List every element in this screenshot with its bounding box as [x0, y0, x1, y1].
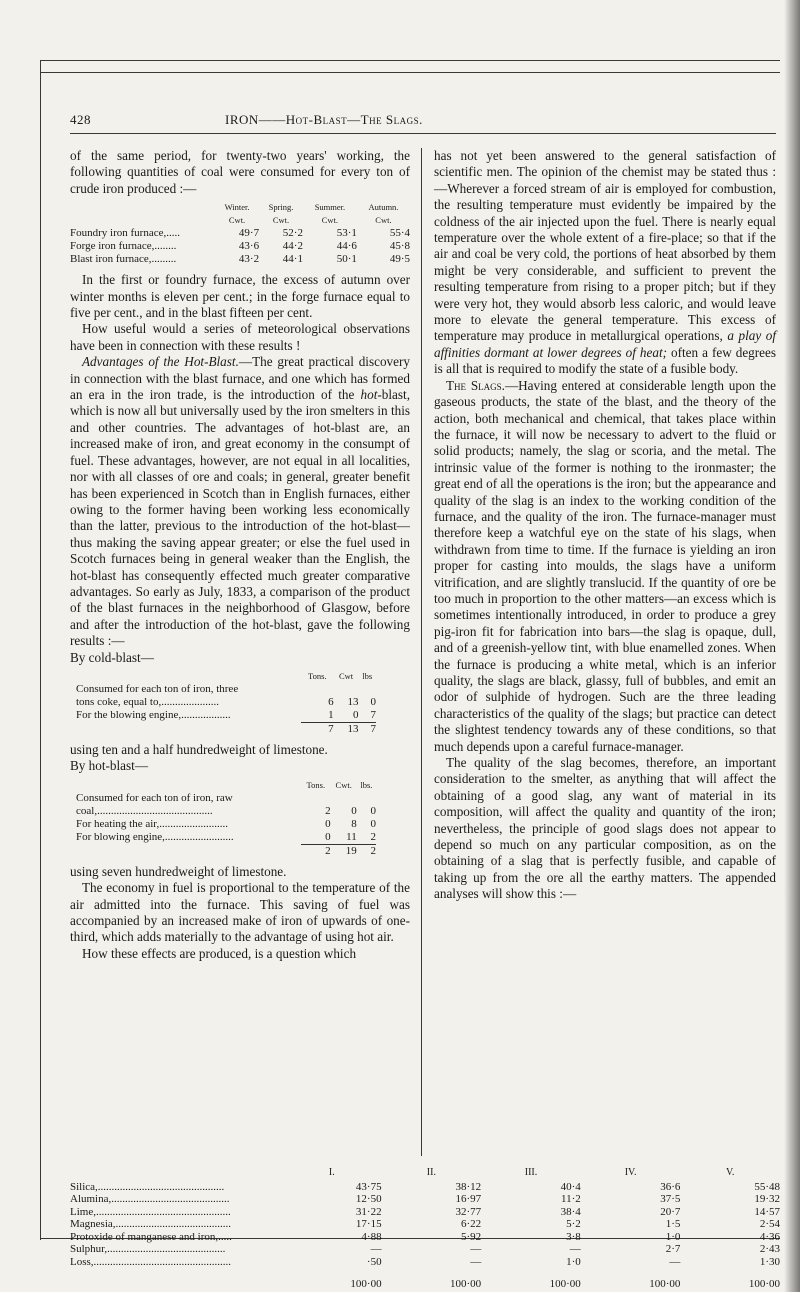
paragraph-text: —The great practical discovery in connection with the blast furnace, and one which has formed an era in the iron trade, is the introduction of the	[70, 354, 410, 403]
cell: 6·22	[461, 1218, 482, 1230]
unit-cell: Cwt.	[272, 215, 290, 226]
row-label: Magnesia,..........................................	[70, 1218, 232, 1230]
header-cell: Tons.	[308, 670, 327, 681]
row-label: Lime,.................................................	[70, 1205, 231, 1218]
season-units-row	[70, 214, 410, 227]
left-border-line	[40, 60, 41, 1240]
economy-paragraph: The economy in fuel is proportional to the temperature of the air admitted into the furnace. This saving of fuel was accompanied by an increased make of iron of upwards of one-third, which adds materially to the advantage of using hot air.	[70, 880, 410, 945]
row-label: For heating the air,.........................	[76, 817, 229, 830]
cell: 43·6	[238, 240, 260, 253]
cell: 52·2	[282, 227, 303, 240]
header-cell: Cwt.	[335, 779, 352, 790]
cell: 43·75	[355, 1180, 382, 1193]
analysis-totals	[70, 1268, 780, 1291]
cell: 2·43	[759, 1243, 780, 1255]
meteorology-paragraph: How useful would a series of meteorological observations have been in connection with these results !	[70, 321, 410, 353]
cell: 0	[370, 804, 376, 817]
table-header	[76, 779, 376, 792]
cell: 38·4	[560, 1205, 581, 1218]
table-row	[76, 696, 376, 709]
cell: 14·57	[754, 1205, 780, 1218]
table-header	[76, 670, 376, 683]
cell: 1	[328, 708, 334, 721]
cell: 13	[347, 695, 359, 708]
question-paragraph: How these effects are produced, is a question which	[82, 945, 357, 961]
total-cell: 100·00	[649, 1278, 681, 1290]
total-cell: 2	[357, 844, 376, 858]
cell: 12·50	[355, 1193, 382, 1205]
header-cell: lbs.	[360, 779, 373, 790]
header-cell: lbs	[362, 670, 373, 681]
table-row	[76, 805, 376, 818]
cell: 0	[351, 804, 357, 817]
unit-cell: Cwt.	[321, 215, 339, 226]
cell: —	[669, 1255, 681, 1268]
cell: 0	[370, 817, 376, 830]
cell: 43·2	[238, 253, 260, 266]
cell: 4·36	[759, 1230, 780, 1243]
row-label: Sulphur,...........................................	[70, 1243, 226, 1255]
total-cell: 100·00	[350, 1278, 382, 1290]
intro-paragraph: of the same period, for twenty-two years' working, the following quantities of coal were consumed for every ton of crude iron produced :—	[70, 148, 410, 196]
total-cell: 13	[334, 722, 359, 736]
top-border-line-2	[40, 72, 780, 73]
total-cell: 100·00	[748, 1278, 780, 1290]
total-cell: 100·00	[549, 1278, 581, 1290]
right-column	[434, 148, 776, 903]
cell: 0	[325, 817, 331, 830]
slag-quality-paragraph: The quality of the slag becomes, therefore, an important consideration to the smelter, as anything that will affect the obtaining of a good slag, any want of material in its composition, will affect the quality and quantity of the iron; nevertheless, the principle of good slags does not appear to depend so much on any particular composition, as on the obtaining of a slag that is perfectly fusible, and capable of taking up from the ore all the earthy matters. The appended analyses will show this :—	[434, 755, 776, 902]
row-label: Loss,..................................................	[70, 1255, 232, 1268]
cell: 2	[325, 804, 331, 817]
cell: —	[370, 1243, 382, 1255]
cell: —	[470, 1255, 482, 1268]
total-row	[76, 844, 376, 858]
cell: 38·12	[455, 1180, 482, 1193]
hot-blast-paragraph	[70, 354, 410, 649]
slags-paragraph	[434, 378, 776, 755]
cell: 32·77	[455, 1205, 482, 1218]
cell: 49·7	[238, 227, 260, 240]
cell: 50·1	[336, 253, 357, 266]
row-label: Silica,..............................................	[70, 1180, 225, 1193]
paragraph-text: has not yet been answered to the general satisfaction of scientific men. The opinion of the chemist may be stated thus :—Wherever a forced stream of air is employed for combustion, the resulting temperature must evidently be impaired by the coldness of the air injected upon the fuel. There is nearly equal temperature over the whole extent of a fire-place; so that if the air and coal be very cold, the portions of heat absorbed by them might be very considerable, and sufficient to prevent the resulting temperature from rising to a proper pitch; but if they were very hot, they would absorb less caloric, and would leave more to elevate the general temperature. This excess of temperature may produce in metallurgical operations,	[434, 148, 776, 344]
cell: 1·0	[566, 1255, 581, 1268]
season-table	[70, 201, 410, 266]
table-row	[70, 1181, 780, 1194]
section-title-slags: The Slags.	[446, 377, 505, 393]
table-row	[76, 831, 376, 845]
table-row	[70, 227, 410, 240]
season-header-winter: Winter.	[224, 202, 250, 213]
cell: 20·7	[660, 1205, 681, 1218]
table-row	[76, 818, 376, 831]
table-row	[70, 1256, 780, 1269]
left-column	[70, 148, 410, 962]
cell: 6	[328, 695, 334, 708]
paragraph-text: -blast, which is now all but universally used by the iron smelters in this and other countries. The advantages of hot-blast are, an increased make of iron, and great economy in the consumpt of fuel. These advantages, however, are not equal in all localities, nor with all classes of ore and coals; in general, greater benefit has been experienced in Scotch than in English furnaces, either owing to the former having been working less economically than the latter, previous to the introduction of the hot-blast—thus making the saving appear greater; or else the fuel used in Scotch furnaces being in general weaker than the English, the hot-blast has consequently effected much greater comparative advantages. So early as July, 1833, a comparison of the product of the blast furnaces in the neighborhood of Glasgow, before and after the introduction of the hot-blast, gave the following results :—	[70, 387, 410, 649]
season-header-spring: Spring.	[268, 202, 294, 213]
cell: ·50	[366, 1255, 382, 1268]
paragraph-emphasis: a play of affinities dormant at lower degrees of heat;	[434, 328, 777, 360]
cell: 1·5	[665, 1218, 681, 1230]
row-label: Forge iron furnace,........	[70, 240, 177, 253]
cell: 1·30	[759, 1255, 780, 1268]
cold-blast-label: By cold-blast—	[70, 649, 154, 665]
chemist-paragraph	[434, 148, 776, 378]
cell: 2·54	[759, 1218, 780, 1230]
cell: 53·1	[336, 227, 357, 240]
excess-paragraph: In the first or foundry furnace, the excess of autumn over winter months is eleven per cent.; in the forge furnace equal to five per cent., and in the blast fifteen per cent.	[70, 272, 410, 321]
season-header-summer: Summer.	[314, 202, 346, 213]
total-cell: 19	[331, 844, 357, 858]
column-header: IV.	[624, 1167, 637, 1178]
cell: 19·32	[754, 1193, 780, 1205]
paragraph-text: often a few degrees is all that is required to modify the state of a fusible body.	[434, 344, 776, 377]
running-title: IRON——Hot-Blast—The Slags.	[225, 112, 423, 127]
cell: 55·4	[389, 227, 410, 240]
section-title-hot-blast: Advantages of the Hot-Blast.	[82, 354, 239, 370]
table-row	[70, 1218, 780, 1231]
cell: 2	[370, 830, 376, 843]
cold-blast-note: using ten and a half hundredweight of limestone.	[70, 741, 328, 757]
total-cell: 2	[301, 844, 331, 858]
row-label: coal,..........................................	[76, 804, 213, 817]
column-header: V.	[725, 1167, 735, 1178]
cell: 44·6	[336, 240, 357, 253]
column-header: II.	[426, 1167, 436, 1178]
cell: 1·0	[665, 1230, 681, 1243]
table-row	[76, 709, 376, 723]
table-row	[76, 683, 376, 696]
table-row	[70, 1243, 780, 1256]
row-label: Consumed for each ton of iron, raw	[76, 791, 233, 804]
unit-cell: Cwt.	[375, 215, 392, 226]
unit-cell: Cwt.	[228, 215, 246, 226]
header-cell: Cwt	[338, 670, 354, 681]
total-cell: 100·00	[450, 1278, 482, 1290]
row-label: tons coke, equal to,.....................	[76, 695, 219, 708]
cold-blast-table	[76, 670, 376, 736]
table-row	[70, 253, 410, 266]
row-label: Protoxide of manganese and iron,.....	[70, 1230, 232, 1243]
cell: 0	[325, 830, 331, 843]
cell: 55·48	[754, 1180, 780, 1193]
table-row	[70, 1231, 780, 1244]
column-header: I.	[328, 1167, 335, 1178]
cell: 44·1	[282, 253, 303, 266]
column-header: III.	[524, 1167, 538, 1178]
cell: 37·5	[660, 1193, 681, 1205]
cell: —	[569, 1243, 581, 1255]
cell: 11·2	[561, 1193, 581, 1205]
cell: 2·7	[665, 1243, 681, 1255]
cell: 5·2	[566, 1218, 581, 1230]
row-label: Alumina,...........................................	[70, 1193, 230, 1205]
season-table-header	[70, 201, 410, 214]
row-label: Consumed for each ton of iron, three	[76, 682, 239, 695]
column-divider	[421, 148, 422, 1156]
page-edge-shadow	[784, 0, 800, 1292]
table-row	[70, 1206, 780, 1219]
cell: 44·2	[282, 240, 303, 253]
analysis-header	[70, 1166, 780, 1181]
cell: 17·15	[355, 1218, 382, 1230]
cell: 45·8	[389, 240, 410, 253]
total-row	[76, 722, 376, 736]
hot-blast-note: using seven hundredweight of limestone.	[70, 863, 287, 879]
analysis-body	[70, 1181, 780, 1269]
cell: —	[470, 1243, 482, 1255]
row-label: Foundry iron furnace,.....	[70, 227, 180, 240]
cell: 49·5	[389, 253, 410, 266]
paragraph-text: —Having entered at considerable length upon the gaseous products, the state of the blast, and the theory of the action, both mechanical and chemical, that takes place within the furnace, it will now be necessary to advert to the fluid or solid products; namely, the slag or scoria, and the metal. The intrinsic value of the former is nothing to the ironmaster; the great end of all the operations is the iron; but the appearance and quality of the slag is an index to the working condition of the furnace, and the quality of the iron. The furnace-manager must therefore keep a watchful eye on the state of his slags, when withdrawn from time to time. If the furnace is yielding an iron proper for casting into moulds, the slags have a uniform vitrification, and are slightly translucid. If the quantity of ore be too much in proportion to the other matters—an excess which is sometimes intentionally introduced, in order to produce a grey pig-iron fit for fabrication into bars—the slag is opaque, dull, and of a greenish-yellow tint, with blue enamelled zones. When the furnace is producing a white metal, which is an inferior quality, the slags are black, glassy, full of bubbles, and emit an odor of sulphide of hydrogen. Such are the three leading characteristics of the quality of the slags; but practice can detect the slightest tendency towards any of these conditions, so that much depends upon a careful furnace-manager.	[434, 377, 777, 754]
row-label: Blast iron furnace,.........	[70, 253, 177, 266]
cell: 0	[353, 708, 359, 721]
total-cell: 7	[359, 722, 376, 736]
cell: 16·97	[455, 1193, 482, 1205]
cell: 11	[346, 830, 357, 843]
running-header	[70, 112, 780, 132]
page-number: 428	[70, 112, 91, 127]
row-label: For the blowing engine,..................	[76, 709, 231, 722]
table-row	[70, 1193, 780, 1206]
cell: 3·8	[566, 1230, 581, 1243]
cell: 31·22	[355, 1205, 382, 1218]
cell: 36·6	[660, 1180, 681, 1193]
table-row	[76, 792, 376, 805]
slag-analysis-table	[70, 1166, 780, 1291]
total-cell: 7	[301, 722, 334, 736]
cell: 4·88	[361, 1230, 382, 1243]
header-rule	[70, 133, 776, 134]
paragraph-emphasis: hot	[360, 387, 378, 403]
table-row	[70, 240, 410, 253]
cell: 0	[370, 695, 376, 708]
season-header-autumn: Autumn.	[368, 202, 399, 213]
top-border-line	[40, 60, 780, 61]
hot-blast-label: By hot-blast—	[70, 758, 149, 774]
hot-blast-table	[76, 779, 376, 858]
row-label: For blowing engine,.........................	[76, 831, 234, 844]
cell: 8	[351, 817, 357, 830]
cell: 5·92	[461, 1230, 482, 1243]
cell: 40·4	[560, 1180, 581, 1193]
cell: 7	[370, 708, 376, 721]
header-cell: Tons.	[306, 779, 326, 790]
